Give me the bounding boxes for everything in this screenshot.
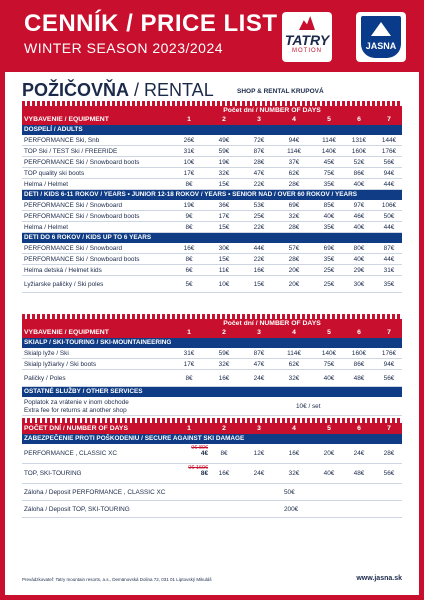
table-body <box>22 444 402 518</box>
price-cell: 16€ <box>288 450 300 457</box>
table-row <box>22 157 402 168</box>
item-label: PERFORMANCE Ski / Snowboard boots <box>24 213 140 220</box>
category-header: DETI DO 6 ROKOV / KIDS UP TO 6 YEARS <box>22 233 402 243</box>
price-cell: 114€ <box>287 350 301 357</box>
discounted-price: 8€ <box>200 470 208 477</box>
price-cell: 87€ <box>253 350 265 357</box>
header-banner <box>0 0 424 72</box>
price-cell: 59€ <box>218 148 230 155</box>
tatry-mountain-icon <box>299 16 315 30</box>
price-cell: 47€ <box>253 361 265 368</box>
price-cell: 46€ <box>353 213 365 220</box>
item-label: PERFORMANCE , CLASSIC XC <box>24 450 118 457</box>
price-cell: 24€ <box>353 450 365 457</box>
day-header: 2 <box>222 425 226 432</box>
price-cell: 140€ <box>321 350 337 357</box>
table-row <box>22 464 402 484</box>
price-cell: 44€ <box>383 181 395 188</box>
season-subtitle: WINTER SEASON 2023/2024 <box>24 40 224 56</box>
days-label: Počet dní / NUMBER OF DAYS <box>223 320 321 327</box>
table-row <box>22 200 402 211</box>
price-cell: 17€ <box>183 361 195 368</box>
table-header <box>22 106 402 125</box>
price-cell: 44€ <box>383 224 395 231</box>
table-row <box>22 276 402 293</box>
price-cell: 31€ <box>183 350 195 357</box>
discount-price <box>168 445 208 457</box>
item-label: PERFORMANCE Ski / Snowboard <box>24 202 123 209</box>
category-header: DETI / KIDS 6-11 ROKOV / YEARS • JUNIOR 12-18 ROKOV / YEARS • SENIOR NAD / OVER 60 ROKOV / YEARS <box>22 190 402 200</box>
day-header: 2 <box>222 329 226 336</box>
day-header: 4 <box>292 425 296 432</box>
item-label: PERFORMANCE Ski / Snowboard boots <box>24 159 140 166</box>
table-row <box>22 243 402 254</box>
table-body <box>22 125 402 293</box>
price-cell: 15€ <box>218 181 230 188</box>
price-cell: 15€ <box>218 256 230 263</box>
price-cell: 160€ <box>351 148 367 155</box>
day-header: 7 <box>387 425 391 432</box>
price-cell: 35€ <box>323 256 335 263</box>
price-list-title: CENNÍK / PRICE LIST <box>24 10 278 37</box>
price-cell: 22€ <box>253 181 265 188</box>
price-cell: 16€ <box>218 375 230 382</box>
price-cell: 25€ <box>253 213 265 220</box>
table-row <box>22 135 402 146</box>
day-header: 5 <box>327 425 331 432</box>
item-label: PERFORMANCE Ski / Snowboard <box>24 245 123 252</box>
price-cell: 28€ <box>383 450 395 457</box>
table-row <box>22 359 402 370</box>
price-cell: 19€ <box>183 202 195 209</box>
price-cell: 59€ <box>218 350 230 357</box>
price-cell: 8€ <box>220 450 228 457</box>
deposit-value: 50€ <box>284 489 295 496</box>
price-cell: 40€ <box>353 256 365 263</box>
price-cell: 56€ <box>383 159 395 166</box>
item-label: PERFORMANCE Ski, Snb <box>24 137 100 144</box>
price-cell: 17€ <box>218 213 230 220</box>
price-cell: 15€ <box>218 224 230 231</box>
price-cell: 8€ <box>185 181 193 188</box>
price-cell: 6€ <box>185 267 193 274</box>
equipment-label: VYBAVENIE / EQUIPMENT <box>24 329 109 336</box>
service-label-en: Extra fee for returns at another shop <box>24 407 127 414</box>
table-row <box>22 265 402 276</box>
price-cell: 144€ <box>381 137 397 144</box>
footer-operator: Prevádzkovateľ: Tatry mountain resorts, a.s., Demänovská Dolina 72, 031 01 Liptovský Mikuláš <box>22 577 212 582</box>
item-label: PERFORMANCE Ski / Snowboard boots <box>24 256 140 263</box>
table-row <box>22 222 402 233</box>
price-cell: 40€ <box>323 470 335 477</box>
table-row <box>22 444 402 464</box>
category-header: DOSPELÍ / ADULTS <box>22 125 402 135</box>
price-cell: 114€ <box>322 137 336 144</box>
table-row <box>22 370 402 387</box>
original-price: 0€-80€ <box>191 445 208 451</box>
equipment-label: VYBAVENIE / EQUIPMENT <box>24 116 109 123</box>
price-cell: 24€ <box>253 470 265 477</box>
item-label: Helma / Helmet <box>24 181 69 188</box>
price-cell: 56€ <box>383 375 395 382</box>
table-row <box>22 254 402 265</box>
day-header: 6 <box>357 116 361 123</box>
price-cell: 26€ <box>183 137 195 144</box>
price-cell: 40€ <box>323 213 335 220</box>
tatry-logo <box>282 12 332 62</box>
price-cell: 72€ <box>253 137 265 144</box>
price-cell: 87€ <box>383 245 395 252</box>
table-row <box>22 397 402 416</box>
rental-price-table <box>22 101 402 293</box>
price-cell: 50€ <box>383 213 395 220</box>
deposit-label: Záloha / Deposit TOP, SKI-TOURING <box>24 506 130 513</box>
price-cell: 20€ <box>288 281 300 288</box>
price-cell: 69€ <box>323 245 335 252</box>
price-cell: 22€ <box>253 256 265 263</box>
damage-insurance-table <box>22 418 402 518</box>
item-label: TOP Ski / TEST Ski / FREERIDE <box>24 148 118 155</box>
price-cell: 30€ <box>353 281 365 288</box>
price-cell: 85€ <box>323 202 335 209</box>
day-header: 2 <box>222 116 226 123</box>
item-label: Skialp lyžiarky / Ski boots <box>24 361 97 368</box>
item-label: Skialp lyže / Ski <box>24 350 69 357</box>
table-header <box>22 423 402 434</box>
price-cell: 35€ <box>323 224 335 231</box>
price-cell: 31€ <box>183 148 195 155</box>
price-cell: 29€ <box>353 267 365 274</box>
tatry-logo-text: TATRY <box>284 32 330 48</box>
day-header: 3 <box>257 116 261 123</box>
price-cell: 49€ <box>218 137 230 144</box>
rental-heading-bold: POŽIČOVŇA <box>22 80 130 100</box>
price-cell: 28€ <box>288 256 300 263</box>
price-cell: 35€ <box>323 181 335 188</box>
price-cell: 106€ <box>381 202 397 209</box>
days-label: Počet dní / NUMBER OF DAYS <box>223 107 321 114</box>
table-row <box>22 168 402 179</box>
price-cell: 35€ <box>383 281 395 288</box>
day-header: 4 <box>292 116 296 123</box>
price-cell: 62€ <box>288 361 300 368</box>
price-cell: 140€ <box>321 148 337 155</box>
price-cell: 25€ <box>323 267 335 274</box>
price-cell: 94€ <box>288 137 300 144</box>
price-cell: 94€ <box>383 361 395 368</box>
price-cell: 8€ <box>185 256 193 263</box>
price-cell: 10€ <box>183 159 195 166</box>
price-cell: 32€ <box>288 470 300 477</box>
price-cell: 37€ <box>288 159 300 166</box>
price-cell: 32€ <box>288 375 300 382</box>
category-header: SKIALP / SKI-TOURING / SKI-MOUNTAINEERING <box>22 338 402 348</box>
discount-price <box>168 465 208 477</box>
days-label: POČET DNÍ / NUMBER OF DAYS <box>24 425 128 432</box>
day-header: 4 <box>292 329 296 336</box>
item-label: Paličky / Poles <box>24 375 66 382</box>
day-header: 1 <box>187 329 191 336</box>
price-cell: 22€ <box>253 224 265 231</box>
rental-heading-rest: / RENTAL <box>129 80 214 100</box>
price-cell: 16€ <box>183 245 195 252</box>
price-cell: 75€ <box>323 170 335 177</box>
category-header: OSTATNÉ SLUŽBY / OTHER SERVICES <box>22 387 402 397</box>
price-cell: 114€ <box>287 148 301 155</box>
table-body <box>22 348 402 387</box>
discounted-price: 4€ <box>200 450 208 457</box>
day-header: 5 <box>327 329 331 336</box>
price-cell: 31€ <box>383 267 395 274</box>
day-header: 1 <box>187 116 191 123</box>
price-cell: 5€ <box>185 281 193 288</box>
price-cell: 28€ <box>288 224 300 231</box>
price-cell: 32€ <box>288 213 300 220</box>
price-cell: 75€ <box>323 361 335 368</box>
price-cell: 86€ <box>353 170 365 177</box>
price-cell: 19€ <box>218 159 230 166</box>
original-price: 0€-160€ <box>188 465 208 471</box>
jasna-logo-text: JASNA <box>365 41 397 51</box>
price-cell: 11€ <box>218 267 230 274</box>
price-cell: 28€ <box>288 181 300 188</box>
price-cell: 69€ <box>288 202 300 209</box>
price-cell: 32€ <box>218 361 230 368</box>
price-cell: 36€ <box>218 202 230 209</box>
price-cell: 44€ <box>383 256 395 263</box>
price-cell: 40€ <box>353 224 365 231</box>
price-cell: 16€ <box>218 470 230 477</box>
price-cell: 80€ <box>353 245 365 252</box>
price-cell: 86€ <box>353 361 365 368</box>
price-cell: 17€ <box>183 170 195 177</box>
price-cell: 40€ <box>323 375 335 382</box>
table-row <box>22 146 402 157</box>
price-cell: 56€ <box>383 470 395 477</box>
price-cell: 97€ <box>353 202 365 209</box>
deposit-label: Záloha / Deposit PERFORMANCE , CLASSIC XC <box>24 489 166 496</box>
price-cell: 44€ <box>253 245 265 252</box>
price-cell: 20€ <box>288 267 300 274</box>
jasna-peak-icon <box>371 22 391 36</box>
price-cell: 87€ <box>253 148 265 155</box>
price-cell: 32€ <box>218 170 230 177</box>
day-header: 7 <box>387 329 391 336</box>
shop-name: SHOP & RENTAL KRUPOVÁ <box>237 88 324 95</box>
table-row <box>22 348 402 359</box>
jasna-logo <box>356 12 406 62</box>
price-cell: 52€ <box>353 159 365 166</box>
day-header: 7 <box>387 116 391 123</box>
price-cell: 131€ <box>351 137 367 144</box>
price-cell: 12€ <box>253 450 265 457</box>
price-cell: 8€ <box>185 224 193 231</box>
price-cell: 48€ <box>353 470 365 477</box>
service-price: 10€ / set <box>296 403 321 410</box>
jasna-shield-icon <box>361 16 401 58</box>
price-cell: 10€ <box>218 281 230 288</box>
price-cell: 28€ <box>253 159 265 166</box>
price-cell: 9€ <box>185 213 193 220</box>
price-cell: 94€ <box>383 170 395 177</box>
item-label: Helma / Helmet <box>24 224 69 231</box>
price-cell: 176€ <box>381 350 397 357</box>
day-header: 5 <box>327 116 331 123</box>
price-cell: 20€ <box>323 450 335 457</box>
day-header: 6 <box>357 329 361 336</box>
item-label: TOP, SKI-TOURING <box>24 470 82 477</box>
table-row <box>22 484 402 501</box>
price-cell: 47€ <box>253 170 265 177</box>
price-cell: 57€ <box>288 245 300 252</box>
item-label: Lyžiarske paličky / Ski poles <box>24 281 104 288</box>
price-cell: 40€ <box>353 181 365 188</box>
price-cell: 8€ <box>185 375 193 382</box>
price-cell: 45€ <box>323 159 335 166</box>
day-header: 3 <box>257 329 261 336</box>
table-row <box>22 179 402 190</box>
day-header: 3 <box>257 425 261 432</box>
rental-heading <box>22 80 214 101</box>
price-cell: 53€ <box>253 202 265 209</box>
footer-website-link[interactable]: www.jasna.sk <box>356 575 402 582</box>
price-cell: 30€ <box>218 245 230 252</box>
day-header: 1 <box>187 425 191 432</box>
tatry-logo-subtext: MOTION <box>292 48 322 54</box>
item-label: Helma detská / Helmet kids <box>24 267 102 274</box>
price-cell: 48€ <box>353 375 365 382</box>
table-row <box>22 501 402 518</box>
item-label: TOP quality ski boots <box>24 170 85 177</box>
deposit-value: 200€ <box>284 506 299 513</box>
skitouring-price-table <box>22 314 402 416</box>
service-label: Poplatok za vrátenie v inom obchode <box>24 399 129 406</box>
price-cell: 62€ <box>288 170 300 177</box>
table-header <box>22 319 402 338</box>
day-header: 6 <box>357 425 361 432</box>
price-cell: 176€ <box>381 148 397 155</box>
price-cell: 25€ <box>323 281 335 288</box>
category-header: ZABEZPEČENIE PROTI POŠKODENIU / SECURE AGAINST SKI DAMAGE <box>22 434 402 444</box>
price-cell: 160€ <box>351 350 367 357</box>
table-row <box>22 211 402 222</box>
price-cell: 24€ <box>253 375 265 382</box>
price-cell: 16€ <box>253 267 265 274</box>
price-cell: 15€ <box>253 281 265 288</box>
